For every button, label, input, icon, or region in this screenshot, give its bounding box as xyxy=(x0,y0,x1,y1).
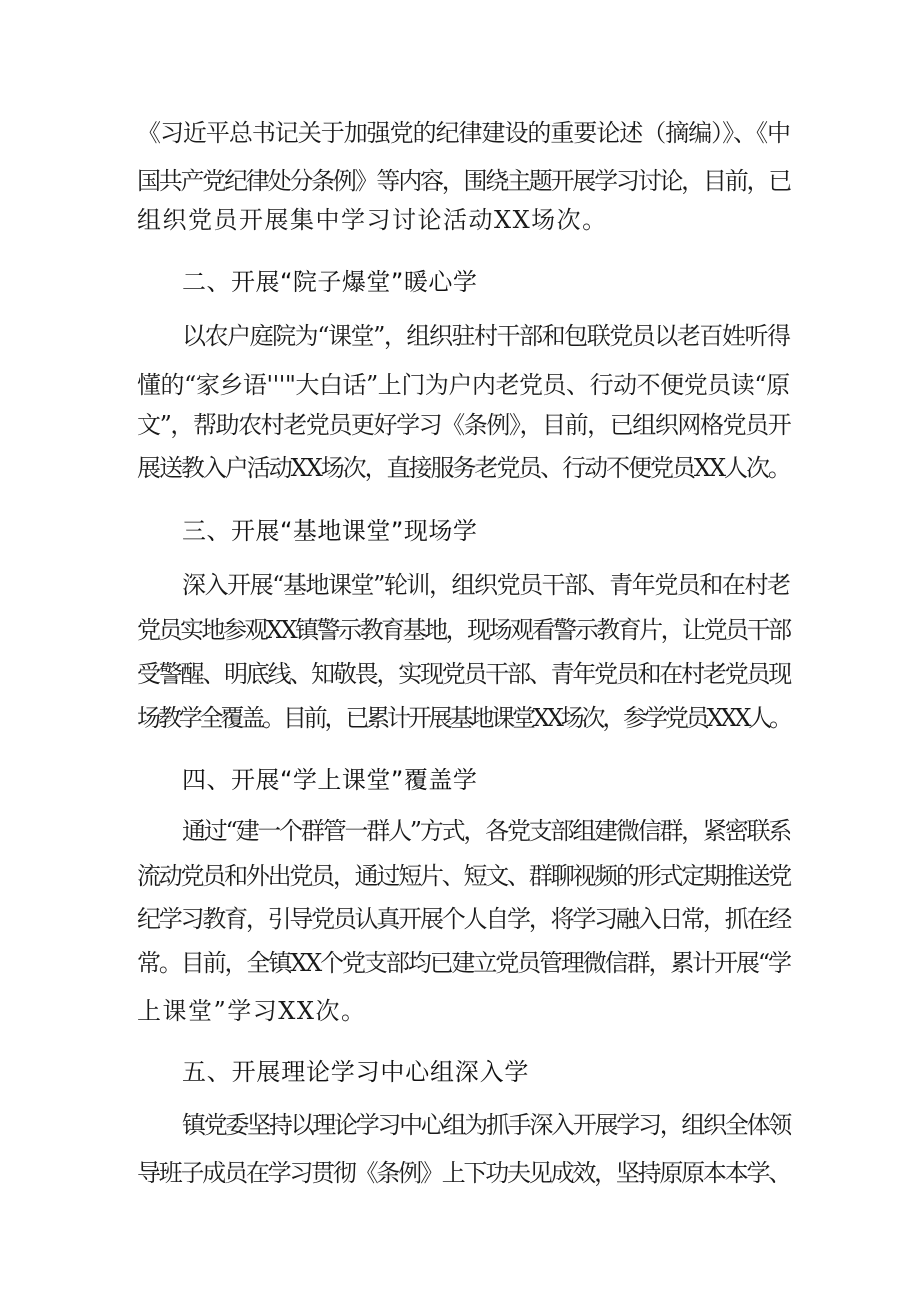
section-3-line-3: 受警醒、明底线、知敬畏，实现党员干部、青年党员和在村老党员现 xyxy=(137,660,790,688)
section-5-line-1: 镇党委坚持以理论学习中心组为抓手深入开展学习，组织全体领 xyxy=(182,1111,790,1139)
section-heading-3: 三、开展“基地课堂”现场学 xyxy=(182,517,478,545)
section-4-line-3: 纪学习教育，引导党员认真开展个人自学，将学习融入日常，抓在经 xyxy=(137,905,790,933)
section-4-line-2: 流动党员和外出党员，通过短片、短文、群聊视频的形式定期推送党 xyxy=(137,862,790,890)
section-2-line-3: 文”，帮助农村老党员更好学习《条例》，目前，已组织网格党员开 xyxy=(137,411,791,439)
section-3-line-4: 场教学全覆盖。目前，已累计开展基地课堂XX场次，参学党员XXX人。 xyxy=(137,704,790,732)
section-heading-2: 二、开展“院子爆堂”暖心学 xyxy=(182,268,478,296)
section-heading-5: 五、开展理论学习中心组深入学 xyxy=(182,1058,530,1086)
section-4-line-5: 上课堂”学习XX次。 xyxy=(137,997,367,1025)
section-2-line-1: 以农户庭院为“课堂”，组织驻村干部和包联党员以老百姓听得 xyxy=(182,322,790,350)
section-4-line-1: 通过“建一个群管一群人”方式，各党支部组建微信群，紧密联系 xyxy=(182,817,791,845)
section-3-line-2: 党员实地参观XX镇警示教育基地，现场观看警示教育片，让党员干部 xyxy=(137,616,790,644)
intro-line-1: 《习近平总书记关于加强党的纪律建设的重要论述（摘编）》、《中 xyxy=(137,119,790,147)
section-4-line-4: 常。目前，全镇XX个党支部均已建立党员管理微信群，累计开展“学 xyxy=(137,949,790,977)
section-5-line-2: 导班子成员在学习贯彻《条例》上下功夫见成效，坚持原原本本学、 xyxy=(137,1159,790,1187)
section-3-line-1: 深入开展“基地课堂”轮训，组织党员干部、青年党员和在村老 xyxy=(182,571,790,599)
intro-line-2: 国共产党纪律处分条例》等内容，围绕主题开展学习讨论，目前，已 xyxy=(137,167,790,195)
section-2-line-4: 展送教入户活动XX场次，直接服务老党员、行动不便党员XX人次。 xyxy=(137,454,790,482)
intro-line-3: 组织党员开展集中学习讨论活动XX场次。 xyxy=(137,206,608,234)
section-heading-4: 四、开展“学上课堂”覆盖学 xyxy=(182,766,478,794)
section-2-line-2: 懂的“家乡语'''"大白话”上门为户内老党员、行动不便党员读“原 xyxy=(137,371,790,399)
